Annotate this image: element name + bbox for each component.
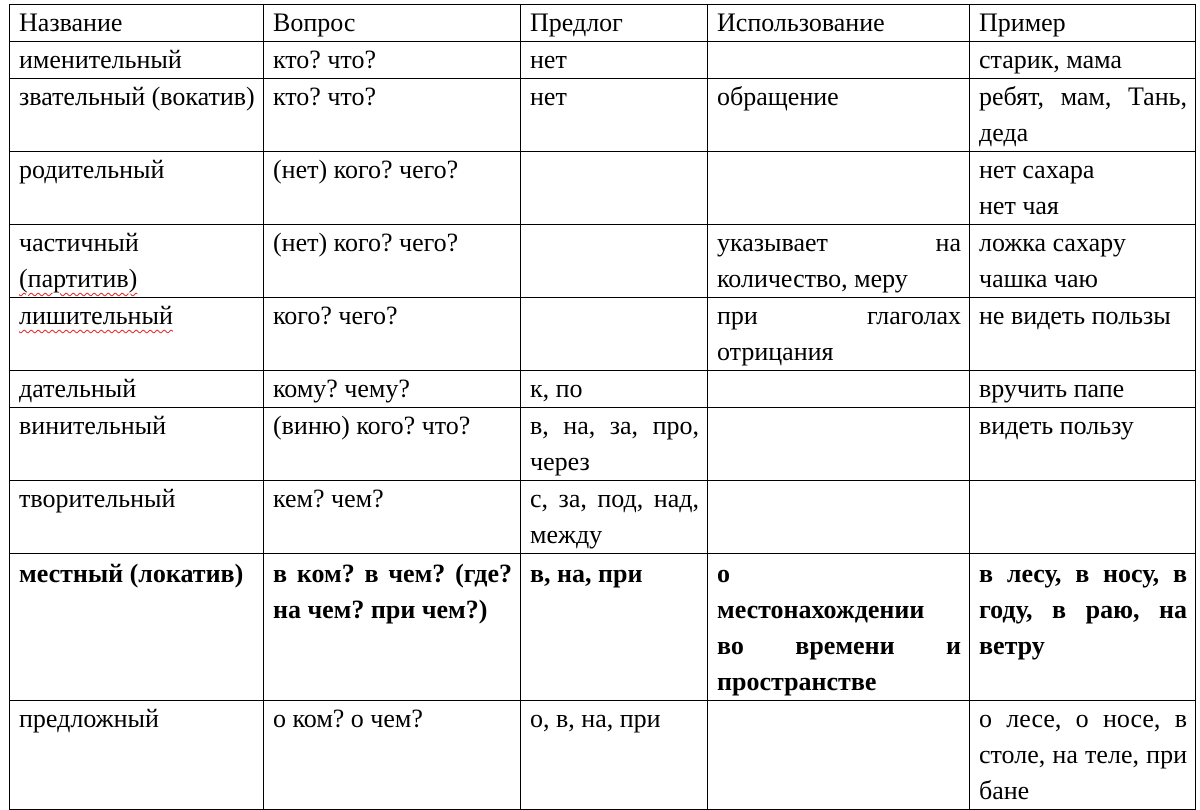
case-example: старик, мама [970,42,1196,79]
case-name-text: лишительный [19,301,173,330]
case-name: предложный [10,701,264,810]
cases-table [9,4,1196,810]
table-row [10,481,1196,554]
case-name: именительный [10,42,264,79]
case-question: кем? чем? [264,481,521,554]
case-preposition: в, на, за, про, через [521,408,708,481]
case-example [970,152,1196,225]
case-name [10,225,264,298]
case-preposition: к, по [521,371,708,408]
header-example: Пример [970,5,1196,42]
case-example: в лесу, в носу, в году, в раю, на ветру [970,554,1196,701]
case-preposition: нет [521,79,708,152]
case-usage-line: местонахождении [717,595,925,624]
table-row [10,152,1196,225]
table-row-highlighted [10,554,1196,701]
case-usage: при глаголах отрицания [708,298,970,371]
case-name: родительный [10,152,264,225]
case-question: кто? что? [264,79,521,152]
case-usage-line: о [717,559,730,588]
case-usage [708,408,970,481]
case-preposition: о, в, на, при [521,701,708,810]
header-usage: Использование [708,5,970,42]
case-question: кто? что? [264,42,521,79]
case-example-line: нет чая [979,191,1059,220]
case-question: о ком? о чем? [264,701,521,810]
header-name: Название [10,5,264,42]
table-row [10,371,1196,408]
case-example-line: ложка сахару [979,228,1126,257]
case-name: звательный (вокатив) [10,79,264,152]
case-usage [708,371,970,408]
case-name [10,298,264,371]
case-question: (виню) кого? что? [264,408,521,481]
case-example [970,225,1196,298]
table-row [10,701,1196,810]
case-question: (нет) кого? чего? [264,225,521,298]
case-example-line: чашка чаю [979,264,1098,293]
case-usage-line: во времени и пространстве [717,631,961,696]
table-row [10,408,1196,481]
table-row [10,79,1196,152]
case-question: в ком? в чем? (где? на чем? при чем?) [264,554,521,701]
case-example: не видеть пользы [970,298,1196,371]
case-name-line: частичный [19,228,139,257]
case-example [970,481,1196,554]
header-question: Вопрос [264,5,521,42]
case-usage [708,152,970,225]
case-name: дательный [10,371,264,408]
case-usage [708,481,970,554]
case-example-line: нет сахара [979,155,1095,184]
case-preposition: нет [521,42,708,79]
case-preposition [521,152,708,225]
header-row [10,5,1196,42]
table-row [10,298,1196,371]
case-name: местный (локатив) [10,554,264,701]
table-row [10,42,1196,79]
case-preposition [521,225,708,298]
case-example: о лесе, о носе, в столе, на теле, при бане [970,701,1196,810]
case-usage: указывает на количество, меру [708,225,970,298]
table-row [10,225,1196,298]
case-example: ребят, мам, Тань, деда [970,79,1196,152]
case-name: творительный [10,481,264,554]
case-question: кому? чему? [264,371,521,408]
header-preposition: Предлог [521,5,708,42]
case-usage: обращение [708,79,970,152]
case-preposition: с, за, под, над, между [521,481,708,554]
case-usage [708,701,970,810]
case-name: винительный [10,408,264,481]
case-question: кого? чего? [264,298,521,371]
case-question: (нет) кого? чего? [264,152,521,225]
case-preposition [521,298,708,371]
case-example: видеть пользу [970,408,1196,481]
case-usage [708,42,970,79]
case-preposition: в, на, при [521,554,708,701]
case-usage [708,554,970,701]
case-name-line: (партитив) [19,264,138,293]
case-example: вручить папе [970,371,1196,408]
